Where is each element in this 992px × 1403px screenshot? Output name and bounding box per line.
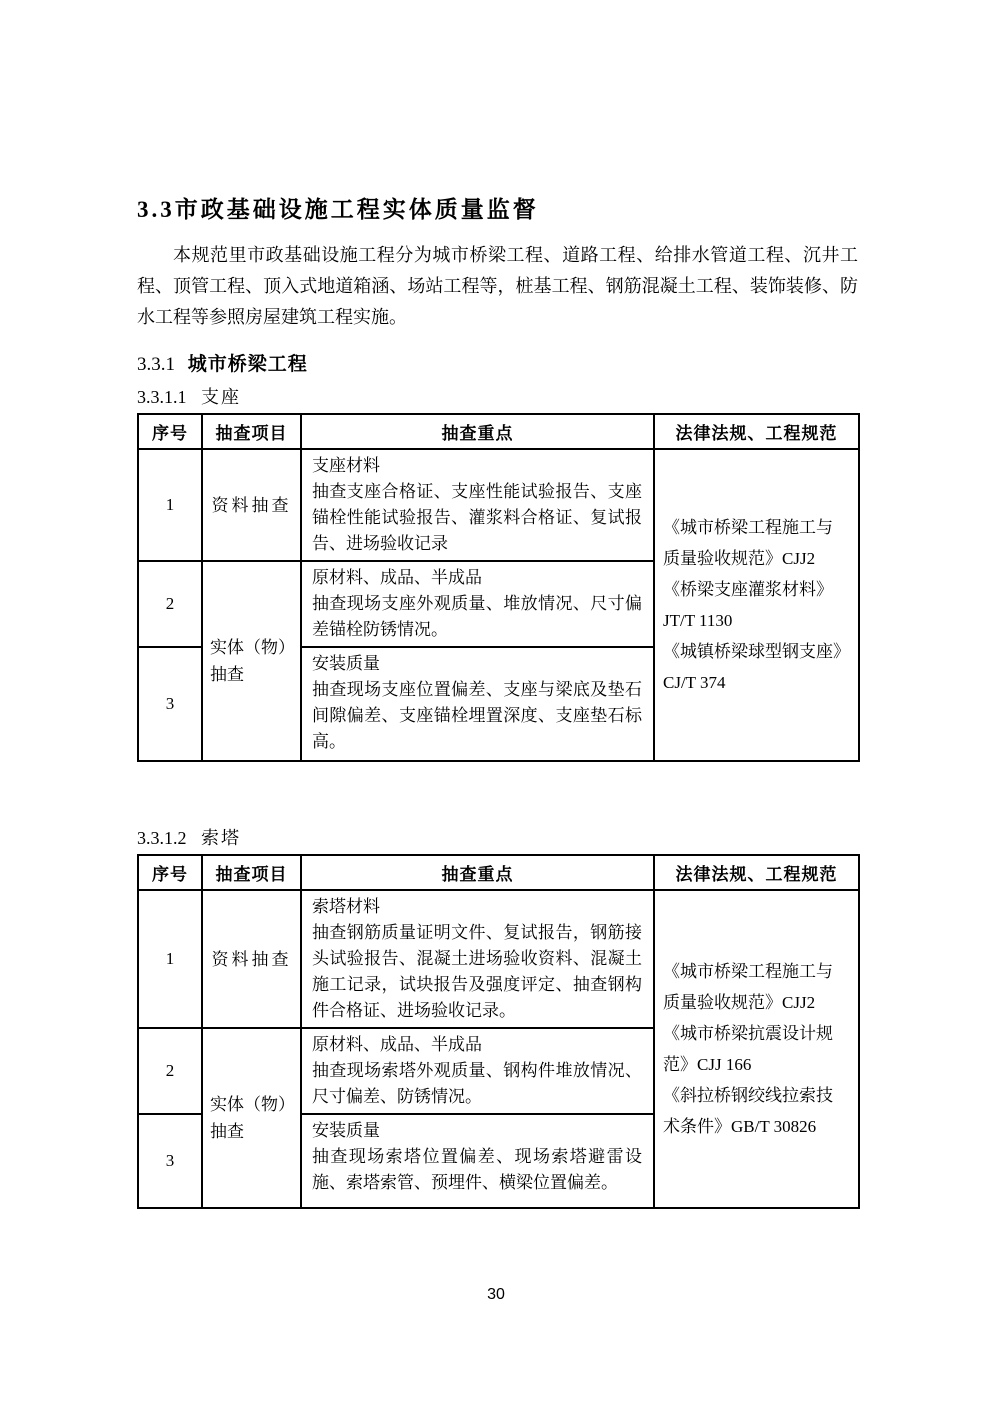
focus-detail: 抽查支座合格证、支座性能试验报告、支座锚栓性能试验报告、灌浆料合格证、复试报告、进场验收记录 xyxy=(312,482,642,553)
column-header-regs: 法律法规、工程规范 xyxy=(654,855,859,890)
regulation-line: 《城镇桥梁球型钢支座》CJ/T 374 xyxy=(663,642,842,692)
seq-cell: 2 xyxy=(138,561,202,647)
focus-cell xyxy=(301,561,654,647)
column-header-focus: 抽查重点 xyxy=(301,414,654,449)
focus-cell xyxy=(301,647,654,761)
item-cell: 资料抽查 xyxy=(202,890,301,1028)
regulations-cell xyxy=(654,449,859,761)
regulation-line: 《城市桥梁工程施工与质量验收规范》CJJ2 xyxy=(663,962,833,1012)
inspection-table-pylon xyxy=(137,854,860,1209)
subsection-heading xyxy=(137,351,858,379)
regulation-line: 《城市桥梁抗震设计规范》CJJ 166 xyxy=(663,1024,833,1074)
focus-detail: 抽查现场索塔外观质量、钢构件堆放情况、尺寸偏差、防锈情况。 xyxy=(312,1061,642,1106)
column-header-seq: 序号 xyxy=(138,855,202,890)
seq-cell: 1 xyxy=(138,890,202,1028)
focus-detail: 抽查钢筋质量证明文件、复试报告，钢筋接头试验报告、混凝土进场验收资料、混凝土施工记录，试块报告及强度评定、抽查钢构件合格证、进场验收记录。 xyxy=(312,923,642,1020)
column-header-item: 抽查项目 xyxy=(202,414,301,449)
focus-detail: 抽查现场索塔位置偏差、现场索塔避雷设施、索塔索管、预埋件、横梁位置偏差。 xyxy=(312,1147,642,1192)
page-content xyxy=(137,0,858,1209)
focus-cell xyxy=(301,1028,654,1114)
focus-cell xyxy=(301,449,654,561)
column-header-focus: 抽查重点 xyxy=(301,855,654,890)
inspection-table-support xyxy=(137,413,860,762)
table-row xyxy=(138,449,859,561)
focus-title: 索塔材料 xyxy=(312,897,380,916)
regulations-cell xyxy=(654,890,859,1208)
focus-cell xyxy=(301,1114,654,1208)
column-header-item: 抽查项目 xyxy=(202,855,301,890)
regulation-line: 《斜拉桥钢绞线拉索技术条件》GB/T 30826 xyxy=(663,1086,833,1136)
regulation-line: 《城市桥梁工程施工与质量验收规范》CJJ2 xyxy=(663,518,833,568)
table-caption-title: 索塔 xyxy=(201,828,241,848)
table-caption-support xyxy=(137,383,858,411)
focus-detail: 抽查现场支座外观质量、堆放情况、尺寸偏差锚栓防锈情况。 xyxy=(312,594,642,639)
focus-title: 支座材料 xyxy=(312,456,380,475)
section-title: 3.3市政基础设施工程实体质量监督 xyxy=(137,197,539,222)
item-cell-merged: 实体（物）抽查 xyxy=(202,561,301,761)
regulation-line: 《桥梁支座灌浆材料》JT/T 1130 xyxy=(663,580,833,630)
page-number: 30 xyxy=(487,1286,505,1303)
subsection-number: 3.3.1 xyxy=(137,354,175,375)
seq-cell: 3 xyxy=(138,647,202,761)
focus-title: 安装质量 xyxy=(312,1121,380,1140)
column-header-regs: 法律法规、工程规范 xyxy=(654,414,859,449)
table-caption-number: 3.3.1.2 xyxy=(137,828,187,848)
focus-title: 原材料、成品、半成品 xyxy=(312,1035,482,1054)
column-header-seq: 序号 xyxy=(138,414,202,449)
table-header-row xyxy=(138,414,859,449)
table-caption-number: 3.3.1.1 xyxy=(137,387,187,407)
table-row xyxy=(138,890,859,1028)
seq-cell: 1 xyxy=(138,449,202,561)
focus-detail: 抽查现场支座位置偏差、支座与梁底及垫石间隙偏差、支座锚栓埋置深度、支座垫石标高。 xyxy=(312,680,642,751)
subsection-title: 城市桥梁工程 xyxy=(187,354,308,375)
focus-cell xyxy=(301,890,654,1028)
intro-paragraph: 本规范里市政基础设施工程分为城市桥梁工程、道路工程、给排水管道工程、沉井工程、顶管工程、顶入式地道箱涵、场站工程等，桩基工程、钢筋混凝土工程、装饰装修、防水工程等参照房屋建筑工程实施。 xyxy=(137,245,858,327)
table-caption-pylon xyxy=(137,824,858,852)
focus-title: 安装质量 xyxy=(312,654,380,673)
seq-cell: 3 xyxy=(138,1114,202,1208)
item-cell: 资料抽查 xyxy=(202,449,301,561)
item-cell-merged: 实体（物）抽查 xyxy=(202,1028,301,1208)
table-caption-title: 支座 xyxy=(201,387,241,407)
focus-title: 原材料、成品、半成品 xyxy=(312,568,482,587)
table-header-row xyxy=(138,855,859,890)
seq-cell: 2 xyxy=(138,1028,202,1114)
